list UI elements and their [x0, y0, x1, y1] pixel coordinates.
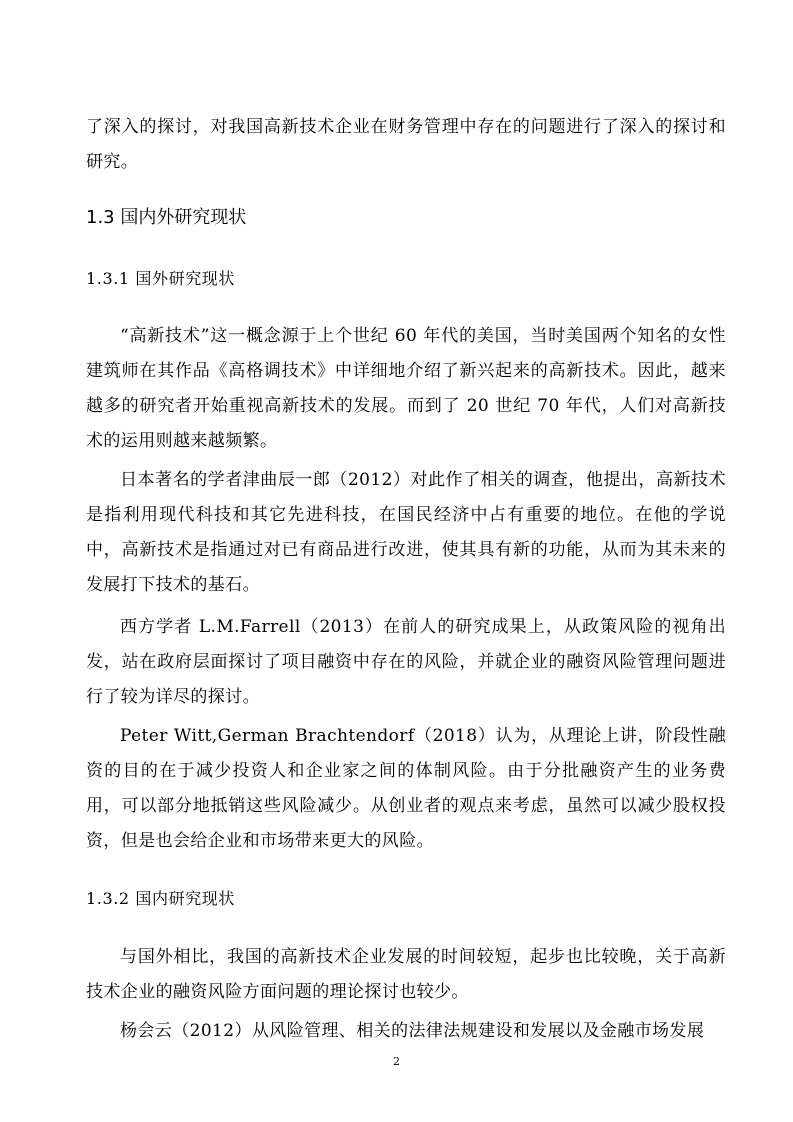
- subsection-heading-domestic: 1.3.2 国内研究现状: [86, 889, 235, 908]
- intro-paragraph: 了深入的探讨，对我国高新技术企业在财务管理中存在的问题进行了深入的探讨和研究。: [86, 117, 726, 172]
- section-heading: 1.3 国内外研究现状: [86, 207, 247, 228]
- subsection-heading-foreign: 1.3.1 国外研究现状: [86, 269, 235, 288]
- page-number: 2: [393, 1055, 400, 1068]
- foreign-paragraph-2: 日本著名的学者津曲辰一郎（2012）对此作了相关的调查，他提出，高新技术是指利用现代科技和其它先进科技，在国民经济中占有重要的地位。在他的学说中，高新技术是指通过对已有商品进行改进，使其具有新的功能，从而为其未来的发展打下技术的基石。: [86, 470, 726, 595]
- foreign-paragraph-3: 西方学者 L.M.Farrell（2013）在前人的研究成果上，从政策风险的视角出发，站在政府层面探讨了项目融资中存在的风险，并就企业的融资风险管理问题进行了较为详尽的探讨。: [86, 617, 726, 707]
- foreign-paragraph-1: “高新技术”这一概念源于上个世纪 60 年代的美国，当时美国两个知名的女性建筑师在其作品《高格调技术》中详细地介绍了新兴起来的高新技术。因此，越来越多的研究者开始重视高新技术的发展。而到了 20 世纪 70 年代，人们对高新技术的运用则越来越频繁。: [86, 326, 726, 451]
- domestic-paragraph-2: 杨会云（2012）从风险管理、相关的法律法规建设和发展以及金融市场发展: [120, 1021, 705, 1041]
- foreign-paragraph-4: Peter Witt,German Brachtendorf（2018）认为，从理论上讲，阶段性融资的目的在于减少投资人和企业家之间的体制风险。由于分批融资产生的业务费用，可以部分地抵销这些风险减少。从创业者的观点来考虑，虽然可以减少股权投资，但是也会给企业和市场带来更大的风险。: [86, 726, 726, 851]
- domestic-paragraph-1: 与国外相比，我国的高新技术企业发展的时间较短，起步也比较晚，关于高新技术企业的融资风险方面问题的理论探讨也较少。: [86, 947, 726, 1002]
